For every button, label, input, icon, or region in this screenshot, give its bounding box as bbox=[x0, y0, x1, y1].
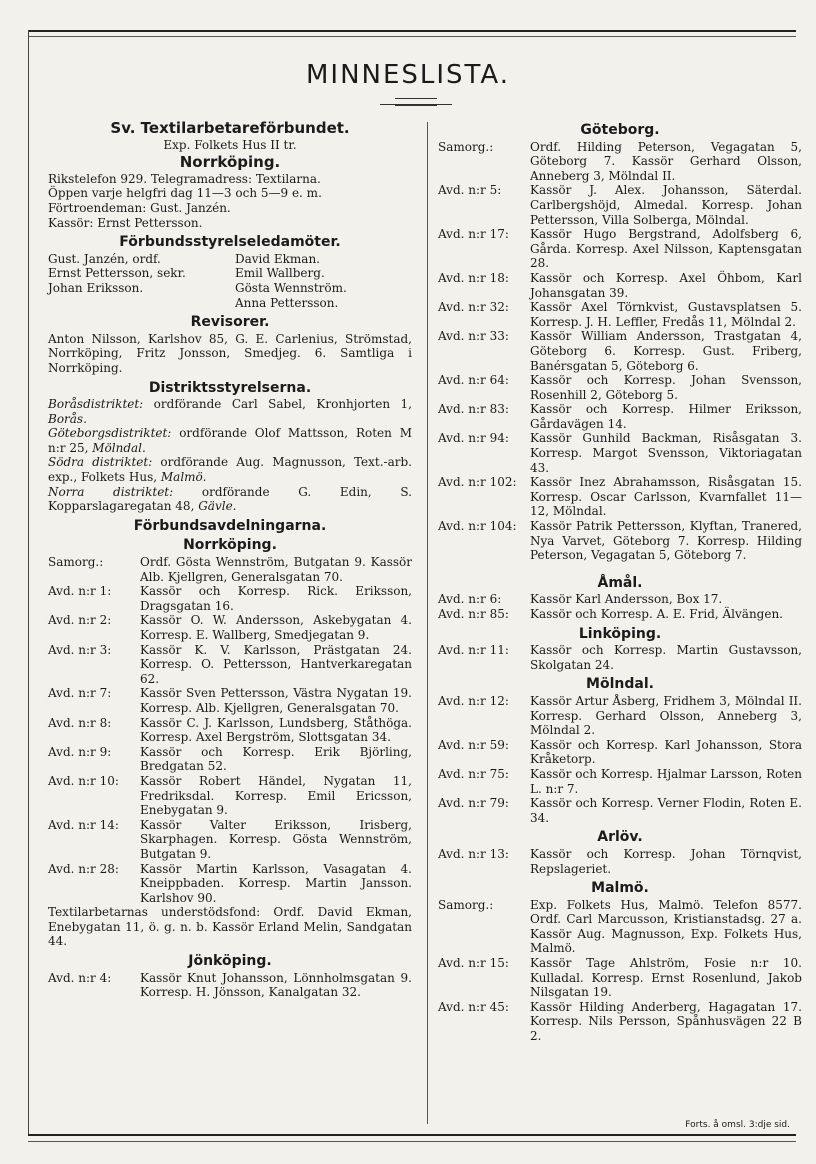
bottom-rule-thin bbox=[28, 1141, 796, 1142]
branch-value: Kassör J. Alex. Johansson, Säterdal. Carlbergshöjd, Almedal. Korresp. Johan Pettersson, Villa Solberga, Mölndal. bbox=[530, 183, 802, 227]
contact-block bbox=[48, 172, 412, 230]
branch-key: Samorg.: bbox=[438, 897, 494, 912]
linkoping-heading: Linköping. bbox=[578, 625, 662, 642]
branch-entry bbox=[48, 774, 412, 818]
branch-value: Kassör och Korresp. Hilmer Eriksson, Gårdavägen 14. bbox=[530, 402, 802, 431]
branch-value: Exp. Folkets Hus, Malmö. Telefon 8577. Ordf. Carl Marcusson, Kristianstadsg. 27 a. Kassör Aug. Magnusson, Exp. Folkets Hus, Malmö. bbox=[530, 897, 802, 956]
right-column bbox=[438, 118, 802, 1044]
branch-value: Kassör och Korresp. Erik Björling, Bredgatan 52. bbox=[140, 744, 412, 774]
district-name: Boråsdistriktet: bbox=[48, 397, 144, 412]
board-members bbox=[48, 252, 412, 310]
branch-value: Kassör C. J. Karlsson, Lundsberg, Ståthöga. Korresp. Axel Bergström, Slottsgatan 34. bbox=[140, 715, 412, 745]
branch-value: Kassör Gunhild Backman, Risåsgatan 3. Korresp. Margot Svensson, Viktoriagatan 43. bbox=[530, 431, 802, 475]
branch-value: Ordf. Gösta Wennström, Butgatan 9. Kassör Alb. Kjellgren, Generalsgatan 70. bbox=[140, 555, 412, 584]
board-column-right bbox=[235, 252, 412, 310]
branch-key: Avd. n:r 28: bbox=[48, 861, 119, 876]
board-column-left bbox=[48, 252, 225, 310]
district-entry bbox=[48, 455, 412, 484]
branch-entry bbox=[48, 686, 412, 715]
branch-key: Samorg.: bbox=[48, 555, 104, 570]
branch-value: Kassör och Korresp. Verner Flodin, Roten E. 34. bbox=[530, 796, 802, 825]
branch-entry bbox=[438, 300, 802, 329]
molndal-heading: Mölndal. bbox=[586, 676, 654, 693]
board-member: Johan Eriksson. bbox=[48, 280, 144, 295]
city-heading: Norrköping. bbox=[179, 153, 281, 172]
top-rule bbox=[28, 30, 796, 32]
branch-key: Avd. n:r 10: bbox=[48, 773, 119, 788]
branch-entry bbox=[438, 694, 802, 738]
branch-value: Kassör Sven Pettersson, Västra Nygatan 19. Korresp. Alb. Kjellgren, Generalsgatan 70. bbox=[140, 686, 412, 715]
branch-entry bbox=[438, 431, 802, 475]
branch-value: Kassör och Korresp. Hjalmar Larsson, Roten L. n:r 7. bbox=[530, 766, 802, 796]
goteborg-list bbox=[438, 140, 802, 563]
branch-key: Avd. n:r 12: bbox=[438, 693, 509, 708]
branch-value: Kassör Robert Händel, Nygatan 11, Fredriksdal. Korresp. Emil Ericsson, Enebygatan 9. bbox=[140, 773, 412, 818]
board-member: Gösta Wennström. bbox=[235, 280, 347, 295]
branch-value: Kassör Artur Åsberg, Fridhem 3, Mölndal II. Korresp. Gerhard Olsson, Anneberg 3, Mölndal 2. bbox=[530, 693, 802, 738]
branch-entry bbox=[438, 140, 802, 184]
norrkoping-list bbox=[48, 555, 412, 905]
left-column bbox=[48, 118, 412, 1000]
branch-key: Avd. n:r 59: bbox=[438, 737, 509, 752]
branch-key: Avd. n:r 79: bbox=[438, 796, 509, 811]
branch-value: Kassör och Korresp. A. E. Frid, Älvängen. bbox=[530, 607, 783, 621]
district-entry bbox=[48, 426, 412, 455]
branch-key: Avd. n:r 11: bbox=[438, 643, 509, 658]
branch-key: Avd. n:r 33: bbox=[438, 329, 509, 344]
branch-entry bbox=[438, 847, 802, 876]
goteborg-heading: Göteborg. bbox=[580, 122, 660, 138]
branch-key: Avd. n:r 4: bbox=[48, 970, 112, 985]
branch-entry bbox=[48, 862, 412, 906]
branch-key: Avd. n:r 32: bbox=[438, 300, 509, 315]
branch-value: Kassör K. V. Karlsson, Prästgatan 24. Korresp. O. Pettersson, Hantverkaregatan 62. bbox=[140, 642, 412, 686]
district-entry bbox=[48, 485, 412, 514]
union-address: Exp. Folkets Hus II tr. bbox=[163, 137, 297, 152]
branch-entry bbox=[48, 643, 412, 687]
branch-value: Kassör Hugo Bergstrand, Adolfsberg 6, Gårda. Korresp. Axel Nilsson, Kaptensgatan 28. bbox=[530, 227, 802, 271]
branch-entry bbox=[438, 402, 802, 431]
district-text: ordförande Aug. Magnusson, Text.-arb. exp., Folkets Hus, bbox=[48, 455, 412, 485]
districts-list bbox=[48, 397, 412, 514]
contact-line: Förtroendeman: Gust. Janzén. bbox=[48, 200, 231, 215]
branch-key: Avd. n:r 8: bbox=[48, 715, 112, 730]
branch-key: Avd. n:r 6: bbox=[438, 592, 502, 607]
jonkoping-list bbox=[48, 971, 412, 1000]
branch-entry bbox=[48, 745, 412, 774]
branch-key: Avd. n:r 15: bbox=[438, 956, 509, 971]
malmo-list bbox=[438, 898, 802, 1044]
branch-value: Kassör Knut Johansson, Lönnholmsgatan 9. Korresp. H. Jönsson, Kanalgatan 32. bbox=[140, 970, 412, 1000]
branch-entry bbox=[438, 227, 802, 271]
amal-list bbox=[438, 592, 802, 621]
malmo-heading: Malmö. bbox=[591, 880, 649, 897]
branch-entry bbox=[48, 818, 412, 862]
bottom-rule bbox=[28, 1134, 796, 1136]
branches-heading: Förbundsavdelningarna. bbox=[133, 517, 327, 534]
branch-value: Kassör och Korresp. Rick. Eriksson, Dragsgatan 16. bbox=[140, 584, 412, 613]
branch-key: Avd. n:r 75: bbox=[438, 766, 509, 781]
branch-key: Avd. n:r 9: bbox=[48, 744, 112, 759]
contact-line: Kassör: Ernst Pettersson. bbox=[48, 215, 203, 230]
branch-key: Avd. n:r 2: bbox=[48, 613, 112, 628]
branch-entry bbox=[48, 613, 412, 642]
branch-entry bbox=[48, 584, 412, 613]
fund-text: Textilarbetarnas understödsfond: Ordf. David Ekman, Enebygatan 11, ö. g. n. b. Kassör Erland Melin, Sandgatan 44. bbox=[48, 905, 412, 949]
branch-entry bbox=[438, 767, 802, 796]
branch-entry bbox=[438, 271, 802, 300]
branch-entry bbox=[438, 898, 802, 956]
arlov-list bbox=[438, 847, 802, 876]
board-member: Gust. Janzén, ordf. bbox=[48, 251, 161, 266]
column-divider bbox=[427, 122, 428, 1124]
branch-value: Ordf. Hilding Peterson, Vegagatan 5, Göteborg 7. Kassör Gerhard Olsson, Anneberg 3, Mölndal II. bbox=[530, 139, 802, 183]
molndal-list bbox=[438, 694, 802, 825]
branch-value: Kassör och Korresp. Axel Öhbom, Karl Johansgatan 39. bbox=[530, 270, 802, 300]
branch-entry bbox=[438, 329, 802, 373]
top-rule-thin bbox=[28, 36, 796, 37]
district-text: ordförande Carl Sabel, Kronhjorten 1, bbox=[153, 397, 412, 412]
branch-entry bbox=[438, 643, 802, 672]
district-entry bbox=[48, 397, 412, 426]
board-member: Anna Pettersson. bbox=[235, 295, 339, 310]
branch-key: Avd. n:r 64: bbox=[438, 373, 509, 388]
branch-key: Avd. n:r 1: bbox=[48, 584, 112, 599]
branch-entry bbox=[438, 607, 802, 622]
branch-value: Kassör Patrik Pettersson, Klyftan, Tranered, Nya Varvet, Göteborg 7. Korresp. Hilding Peterson, Vegagatan 5, Göteborg 7. bbox=[530, 519, 802, 563]
branch-key: Avd. n:r 7: bbox=[48, 686, 112, 701]
branch-entry bbox=[438, 1000, 802, 1044]
title-ornament-rule bbox=[380, 104, 452, 105]
branch-value: Kassör O. W. Andersson, Askebygatan 4. Korresp. E. Wallberg, Smedjegatan 9. bbox=[140, 613, 412, 642]
branch-value: Kassör och Korresp. Johan Törnqvist, Repslageriet. bbox=[530, 846, 802, 876]
board-member: Ernst Pettersson, sekr. bbox=[48, 266, 186, 281]
board-member: David Ekman. bbox=[235, 251, 320, 266]
branch-key: Avd. n:r 5: bbox=[438, 183, 502, 198]
branch-entry bbox=[438, 475, 802, 519]
branch-key: Avd. n:r 102: bbox=[438, 475, 517, 490]
district-place: Borås. bbox=[48, 411, 87, 426]
branch-key: Avd. n:r 3: bbox=[48, 642, 112, 657]
board-member: Emil Wallberg. bbox=[235, 266, 325, 281]
union-heading: Sv. Textilarbetareförbundet. bbox=[110, 119, 350, 137]
branch-key: Avd. n:r 14: bbox=[48, 817, 119, 832]
branch-key: Avd. n:r 18: bbox=[438, 270, 509, 285]
board-heading: Förbundsstyrelseledamöter. bbox=[119, 234, 341, 251]
district-name: Norra distriktet: bbox=[48, 484, 174, 499]
district-name: Södra distriktet: bbox=[48, 455, 153, 470]
branch-value: Kassör och Korresp. Johan Svensson, Rosenhill 2, Göteborg 5. bbox=[530, 373, 802, 402]
continuation-note: Forts. å omsl. 3:dje sid. bbox=[685, 1120, 790, 1130]
branch-entry bbox=[438, 519, 802, 563]
branch-entry bbox=[48, 971, 412, 1000]
norrkoping-heading: Norrköping. bbox=[183, 537, 277, 554]
branch-entry bbox=[438, 796, 802, 825]
branch-key: Avd. n:r 85: bbox=[438, 607, 509, 621]
left-margin-rule bbox=[28, 30, 29, 1136]
page-title: MINNESLISTA. bbox=[305, 60, 511, 90]
district-text: ordförande Olof Mattsson, Roten M n:r 25, bbox=[48, 426, 412, 455]
branch-key: Avd. n:r 17: bbox=[438, 227, 509, 242]
district-text: ordförande G. Edin, S. Kopparslagaregatan 48, bbox=[48, 484, 412, 514]
district-place: Mölndal. bbox=[92, 440, 146, 455]
branch-value: Kassör William Andersson, Trastgatan 4, Göteborg 6. Korresp. Gust. Friberg, Banérsgatan 5, Göteborg 6. bbox=[530, 329, 802, 373]
auditors-text: Anton Nilsson, Karlshov 85, G. E. Carlenius, Strömstad, Norrköping, Fritz Jonsson, Smedjeg. 6. Samtliga i Norrköping. bbox=[48, 331, 412, 375]
arlov-heading: Arlöv. bbox=[597, 829, 643, 846]
branch-key: Avd. n:r 13: bbox=[438, 846, 509, 861]
branch-entry bbox=[48, 716, 412, 745]
linkoping-list bbox=[438, 643, 802, 672]
branch-value: Kassör Martin Karlsson, Vasagatan 4. Kneippbaden. Korresp. Martin Jansson. Karlshov 90. bbox=[140, 861, 412, 905]
districts-heading: Distriktsstyrelserna. bbox=[148, 379, 312, 396]
district-place: Malmö. bbox=[160, 470, 207, 485]
jonkoping-heading: Jönköping. bbox=[188, 953, 272, 970]
contact-line: Öppen varje helgfri dag 11—3 och 5—9 e. m. bbox=[48, 186, 322, 201]
branch-entry bbox=[438, 956, 802, 1000]
branch-value: Kassör Karl Andersson, Box 17. bbox=[530, 592, 723, 607]
branch-value: Kassör och Korresp. Karl Johansson, Stora Kråketorp. bbox=[530, 737, 802, 767]
branch-entry bbox=[438, 373, 802, 402]
branch-value: Kassör och Korresp. Martin Gustavsson, Skolgatan 24. bbox=[530, 643, 802, 672]
branch-key: Avd. n:r 104: bbox=[438, 519, 517, 534]
branch-entry bbox=[438, 592, 802, 607]
branch-value: Kassör Axel Törnkvist, Gustavsplatsen 5. Korresp. J. H. Leffler, Fredås 11, Mölndal 2. bbox=[530, 300, 802, 329]
branch-key: Avd. n:r 94: bbox=[438, 431, 509, 446]
district-place: Gävle. bbox=[198, 499, 237, 514]
branch-value: Kassör Hilding Anderberg, Hagagatan 17. Korresp. Nils Persson, Spånhusvägen 22 B 2. bbox=[530, 999, 802, 1044]
branch-entry bbox=[438, 738, 802, 767]
branch-key: Avd. n:r 45: bbox=[438, 999, 509, 1014]
amal-heading: Åmål. bbox=[597, 574, 643, 591]
branch-value: Kassör Inez Abrahamsson, Risåsgatan 15. Korresp. Oscar Carlsson, Kvarnfallet 11—12, Mölndal. bbox=[530, 475, 802, 519]
contact-line: Rikstelefon 929. Telegramadress: Textilarna. bbox=[48, 171, 321, 186]
branch-value: Kassör Tage Ahlström, Fosie n:r 10. Kulladal. Korresp. Ernst Rosenlund, Jakob Nilsgatan 19. bbox=[530, 956, 802, 1000]
auditors-heading: Revisorer. bbox=[190, 314, 270, 331]
branch-entry bbox=[438, 183, 802, 227]
branch-entry bbox=[48, 555, 412, 584]
district-name: Göteborgsdistriktet: bbox=[48, 426, 172, 441]
branch-key: Samorg.: bbox=[438, 139, 494, 154]
branch-key: Avd. n:r 83: bbox=[438, 402, 509, 417]
branch-value: Kassör Valter Eriksson, Irisberg, Skarphagen. Korresp. Gösta Wennström, Butgatan 9. bbox=[140, 817, 412, 861]
